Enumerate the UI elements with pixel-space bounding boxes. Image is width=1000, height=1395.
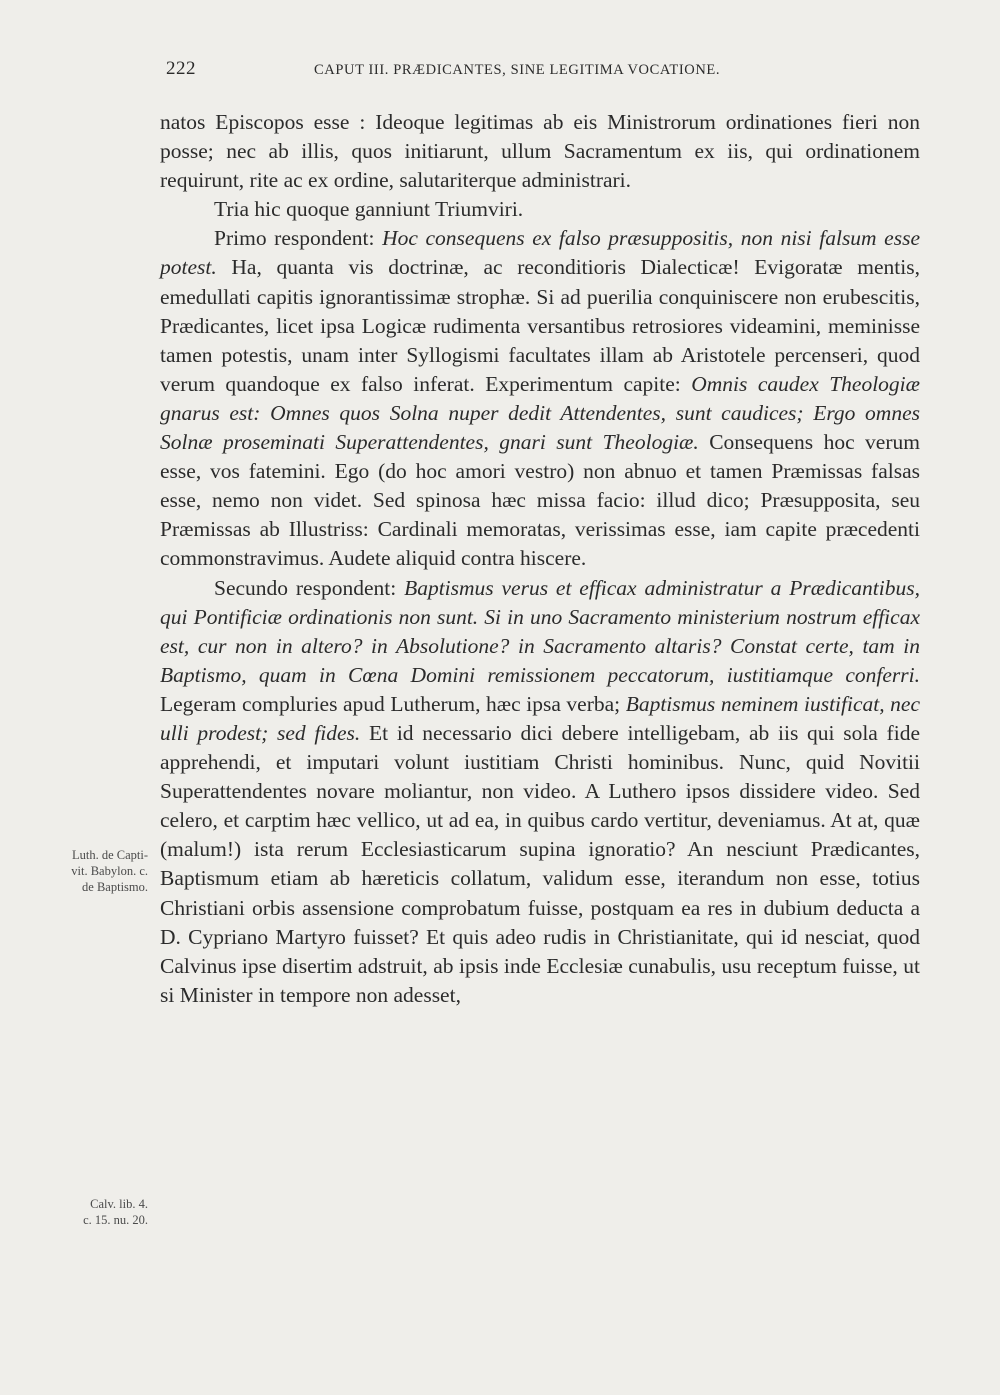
text-run: Legeram compluries apud Lutherum, hæc ipsa verba; <box>160 691 626 716</box>
margin-note-line: c. 15. nu. 20. <box>83 1213 148 1227</box>
italic-run: Hoc consequens ex falso præsuppositis, non nisi falsum esse potest. <box>160 226 920 280</box>
margin-note-line: Calv. lib. 4. <box>90 1197 148 1211</box>
italic-run: Baptismus verus et efficax administratur a Prædicantibus, qui Pontificiæ ordinationis non sunt. Si in uno Sacramento ministerium nostrum efficax est, cur non in altero? in Absolutione? in Sacramento altaris? Constat certe, tam in Baptismo, quam in Cœna Domini remissionem peccatorum, iustitiamque conferri. <box>160 575 920 687</box>
main-text <box>160 108 920 1010</box>
text-run: Et id necessario dici debere intelligebam, ab iis qui sola fide apprehendi, et imputari volunt iustitiam Christi hominibus. Nunc, quid Novitii Superattendentes novare moliantur, non video. A Luthero ipsos dissidere video. Sed celero, et carptim hæc vellico, ut ad ea, in quibus cardo vertitur, deveniamus. At at, quæ (malum!) ista rerum Ecclesiasticarum supina ignoratio? An nesciunt Prædicantes, Baptismum etiam ab hæreticis collatum, validum esse, iterandum non esse, totius Christiani orbis assensione comprobatum fuisse, postquam ea res in dubium deducta a D. Cypriano Martyro fuisset? Et quis adeo rudis in Christianitate, qui id nesciat, quod Calvinus ipse disertim adstruit, ab ipsis inde Ecclesiæ cunabulis, usu receptum fuisse, ut si Minister in tempore non adesset, <box>160 720 920 1007</box>
page-number: 222 <box>166 58 196 79</box>
text-run: Consequens hoc verum esse, vos fatemini. Ego (do hoc amori vestro) non abnuo et tamen Præmissas falsas esse, nemo non videt. Sed spinosa hæc missa facio: illud dico; Præsupposita, seu Præmissas ab Illustriss: Cardinali memoratas, verissimas esse, iam capite præcedenti commonstravimus. Audete aliquid contra hiscere. <box>160 430 920 571</box>
margin-note-calvin <box>30 1196 148 1228</box>
text-run: natos Episcopos esse : Ideoque legitimas ab eis Ministrorum ordinationes fieri non posse; nec ab illis, quos initiarunt, ullum Sacramentum ex iis, qui ordinationem requirunt, rite ac ex ordine, salutariterque administrari. <box>160 110 920 193</box>
paragraph <box>160 574 920 1010</box>
italic-run: Omnis caudex Theologiæ gnarus est: Omnes quos Solna nuper dedit Attendentes, sunt caudices; Ergo omnes Solnæ proseminati Superattendentes, gnari sunt Theologiæ. <box>160 371 920 455</box>
margin-note-line: Luth. de Capti- <box>71 848 148 862</box>
italic-run: Baptismus neminem iustificat, nec ulli prodest; sed fides. <box>160 691 920 745</box>
paragraph <box>160 108 920 195</box>
running-title: CAPUT III. PRÆDICANTES, SINE LEGITIMA VOCATIONE. <box>314 62 721 78</box>
margin-note-line: de Baptismo. <box>82 880 148 894</box>
text-run: Ha, quanta vis doctrinæ, ac reconditioris Dialecticæ! Evigoratæ mentis, emedullati capitis ignorantissimæ strophæ. Si ad puerilia conquiniscere non erubescitis, Prædicantes, licet ipsa Logicæ rudimenta versantibus retrosiores videamini, meminisse tamen potestis, unam inter Syllogismi facultates illam ab Aristotele percenseri, quod verum quandoque ex falso inferat. Experimentum capite: <box>160 255 920 396</box>
paragraph <box>160 224 920 573</box>
text-run: Secundo respondent: <box>214 575 405 600</box>
text-run: Tria hic quoque ganniunt Triumviri. <box>214 197 524 222</box>
page-header <box>0 58 1000 90</box>
text-run: Primo respondent: <box>214 226 383 251</box>
margin-note-line: vit. Babylon. c. <box>71 864 148 878</box>
margin-note-luther <box>30 847 148 895</box>
paragraph <box>160 195 920 224</box>
